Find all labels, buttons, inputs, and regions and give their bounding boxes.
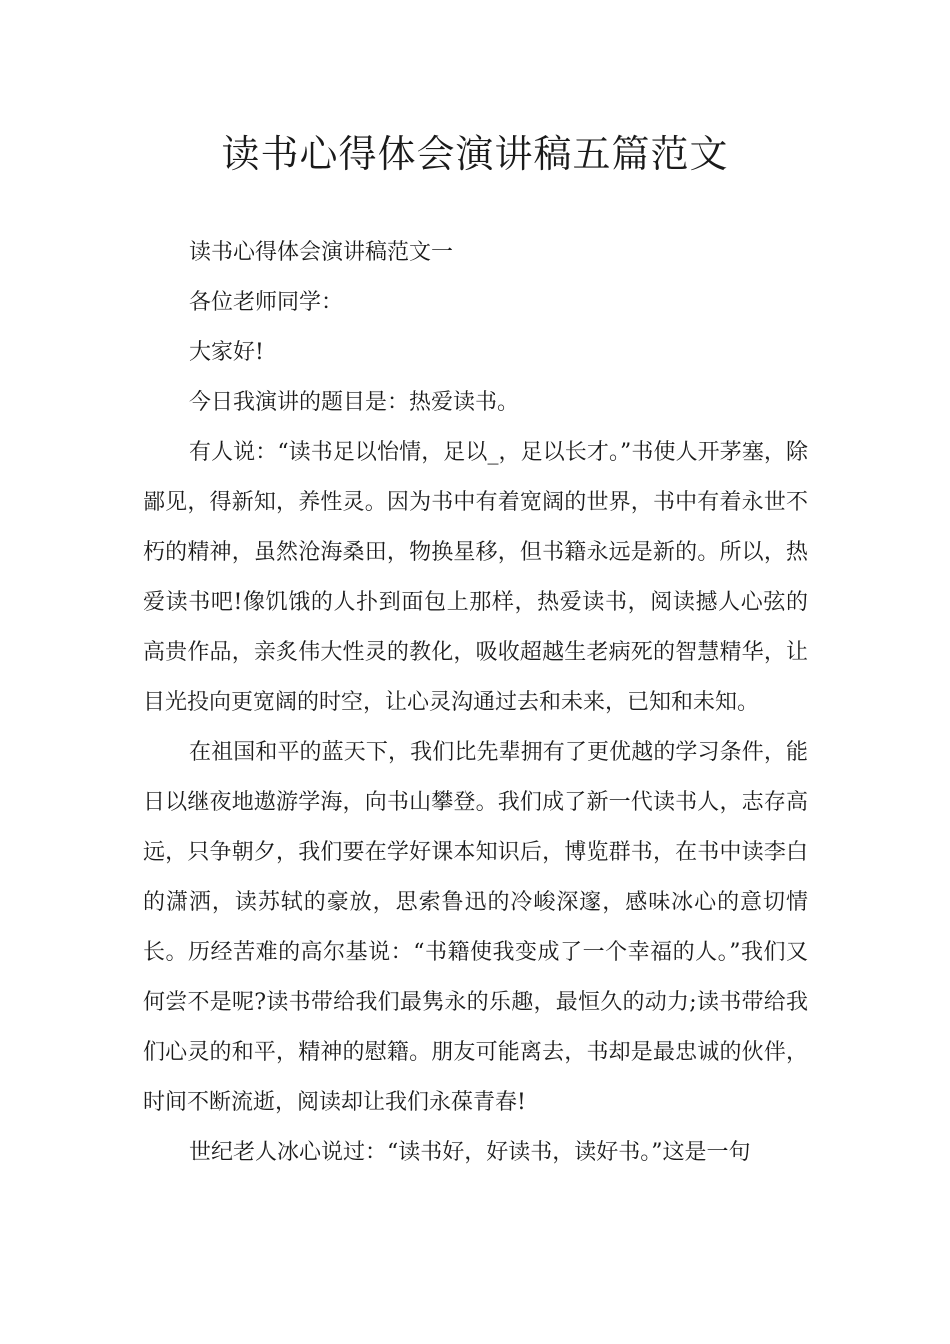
body-paragraph: 在祖国和平的蓝天下，我们比先辈拥有了更优越的学习条件，能日以继夜地遨游学海，向书山攀登。我们成了新一代读书人，志存高远，只争朝夕，我们要在学好课本知识后，博览群书，在书中读李白的潇洒，读苏轼的豪放，思索鲁迅的冷峻深邃，感味冰心的意切情长。历经苦难的高尔基说：“书籍使我变成了一个幸福的人。”我们又何尝不是呢?读书带给我们最隽永的乐趣，最恒久的动力;读书带给我们心灵的和平，精神的慰籍。朋友可能离去，书却是最忠诚的伙伴，时间不断流逝，阅读却让我们永葆青春!: [143, 740, 808, 1115]
salutation: 各位老师同学：: [189, 290, 344, 315]
greeting: 大家好!: [189, 340, 264, 365]
body-paragraph: 有人说：“读书足以怡情，足以_，足以长才。”书使人开茅塞，除鄙见，得新知，养性灵。因为书中有着宽阔的世界，书中有着永世不朽的精神，虽然沧海桑田，物换星移，但书籍永远是新的。所以，热爱读书吧!像饥饿的人扑到面包上那样，热爱读书，阅读撼人心弦的高贵作品，亲炙伟大性灵的教化，吸收超越生老病死的智慧精华，让目光投向更宽阔的时空，让心灵沟通过去和未来，已知和未知。: [143, 440, 808, 715]
page-title: 读书心得体会演讲稿五篇范文: [221, 132, 729, 176]
body-paragraph: 世纪老人冰心说过：“读书好，好读书，读好书。”这是一句: [189, 1140, 751, 1165]
section-heading: 读书心得体会演讲稿范文一: [189, 240, 454, 265]
document-body: [143, 228, 808, 1178]
speech-topic: 今日我演讲的题目是：热爱读书。: [189, 390, 520, 415]
